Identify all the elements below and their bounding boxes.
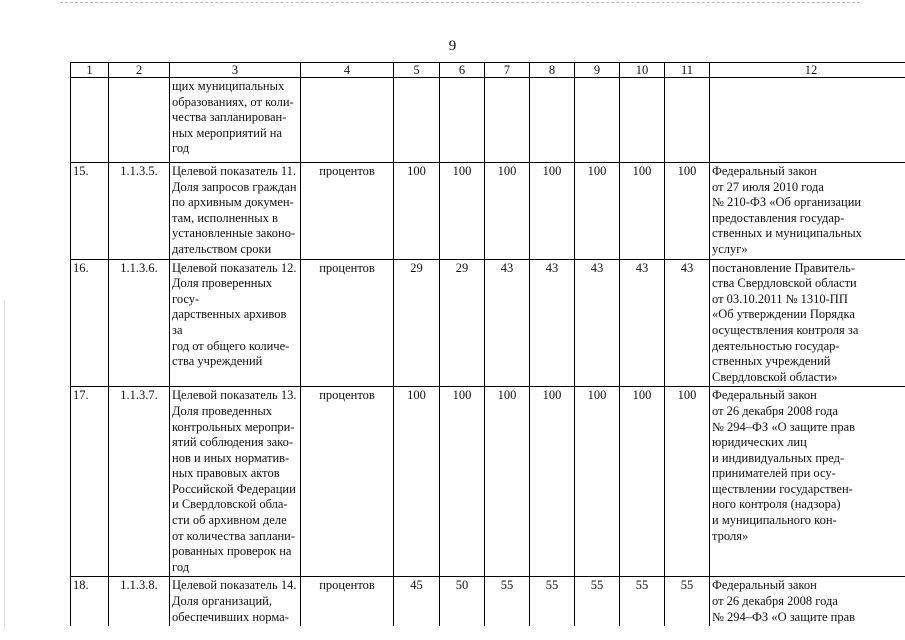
row-number: 17. [71, 387, 109, 577]
header-row [71, 63, 905, 78]
legal-basis: Федеральный закон от 27 июля 2010 года № 210-ФЗ «Об организации предоставления государ- ственных и муниципальных услуг» [710, 163, 905, 260]
indicator-description: Целевой показатель 13. Доля проведенных контрольных меропри- ятий соблюдения зако- нов и иных норматив- ных правовых актов Российской Федерации и Свердловской обла- сти об архивном деле от количества заплани- рованных проверок на год [170, 387, 301, 577]
column-header: 11 [665, 63, 710, 78]
value-cell [394, 78, 440, 163]
table-row [71, 163, 905, 260]
row-number [71, 78, 109, 163]
margin-line [4, 300, 5, 630]
indicators-table [70, 62, 905, 626]
value-cell: 100 [530, 387, 575, 577]
legal-basis: постановление Правитель- ства Свердловской области от 03.10.2011 № 1310-ПП «Об утверждении Порядка осуществления контроля за деятельностью государ- ственных учреждений Свердловской области» [710, 259, 905, 387]
value-cell: 55 [665, 577, 710, 626]
value-cell: 43 [665, 259, 710, 387]
value-cell: 55 [485, 577, 530, 626]
value-cell [485, 78, 530, 163]
unit-cell: процентов [301, 259, 394, 387]
unit-cell [301, 78, 394, 163]
value-cell [530, 78, 575, 163]
value-cell [620, 78, 665, 163]
value-cell: 100 [530, 163, 575, 260]
column-header: 10 [620, 63, 665, 78]
column-header: 6 [440, 63, 485, 78]
value-cell: 43 [575, 259, 620, 387]
indicator-description: щих муниципальных образованиях, от коли- чества запланирован- ных мероприятий на год [170, 78, 301, 163]
value-cell: 100 [394, 387, 440, 577]
column-header: 9 [575, 63, 620, 78]
value-cell: 100 [485, 387, 530, 577]
value-cell: 100 [485, 163, 530, 260]
value-cell: 29 [394, 259, 440, 387]
value-cell: 50 [440, 577, 485, 626]
unit-cell: процентов [301, 163, 394, 260]
column-header: 8 [530, 63, 575, 78]
value-cell: 100 [665, 387, 710, 577]
value-cell: 100 [575, 387, 620, 577]
value-cell [440, 78, 485, 163]
row-code: 1.1.3.8. [109, 577, 170, 626]
unit-cell: процентов [301, 387, 394, 577]
value-cell: 43 [620, 259, 665, 387]
value-cell: 100 [394, 163, 440, 260]
value-cell [575, 78, 620, 163]
value-cell: 100 [620, 163, 665, 260]
column-header: 2 [109, 63, 170, 78]
legal-basis [710, 78, 905, 163]
top-rule [60, 2, 860, 3]
row-code [109, 78, 170, 163]
row-number: 16. [71, 259, 109, 387]
value-cell: 43 [530, 259, 575, 387]
value-cell: 100 [620, 387, 665, 577]
value-cell: 100 [440, 163, 485, 260]
table-row [71, 387, 905, 577]
table-row [71, 78, 905, 163]
indicator-description: Целевой показатель 14. Доля организаций, обеспечивших норма- [170, 577, 301, 626]
value-cell: 43 [485, 259, 530, 387]
column-header: 5 [394, 63, 440, 78]
column-header: 1 [71, 63, 109, 78]
value-cell: 100 [575, 163, 620, 260]
value-cell: 45 [394, 577, 440, 626]
value-cell: 55 [530, 577, 575, 626]
row-code: 1.1.3.7. [109, 387, 170, 577]
legal-basis: Федеральный закон от 26 декабря 2008 года № 294–ФЗ «О защите прав юридических лиц и индивидуальных пред- принимателей при осу- ществлении государствен- ного контроля (надзора) и муниципального кон- троля» [710, 387, 905, 577]
indicator-description: Целевой показатель 12. Доля проверенных госу- дарственных архивов за год от общего количе- ства учреждений [170, 259, 301, 387]
column-header: 3 [170, 63, 301, 78]
value-cell: 100 [440, 387, 485, 577]
row-number: 15. [71, 163, 109, 260]
page-number: 9 [448, 38, 457, 54]
unit-cell: процентов [301, 577, 394, 626]
column-header: 7 [485, 63, 530, 78]
value-cell: 100 [665, 163, 710, 260]
value-cell: 55 [575, 577, 620, 626]
value-cell [665, 78, 710, 163]
row-code: 1.1.3.5. [109, 163, 170, 260]
table-row [71, 259, 905, 387]
indicator-description: Целевой показатель 11. Доля запросов граждан по архивным докумен- там, исполненных в установленные законо- дательством сроки [170, 163, 301, 260]
table-row [71, 577, 905, 626]
row-number: 18. [71, 577, 109, 626]
column-header: 12 [710, 63, 905, 78]
value-cell: 29 [440, 259, 485, 387]
legal-basis: Федеральный закон от 26 декабря 2008 года № 294–ФЗ «О защите прав [710, 577, 905, 626]
value-cell: 55 [620, 577, 665, 626]
row-code: 1.1.3.6. [109, 259, 170, 387]
column-header: 4 [301, 63, 394, 78]
